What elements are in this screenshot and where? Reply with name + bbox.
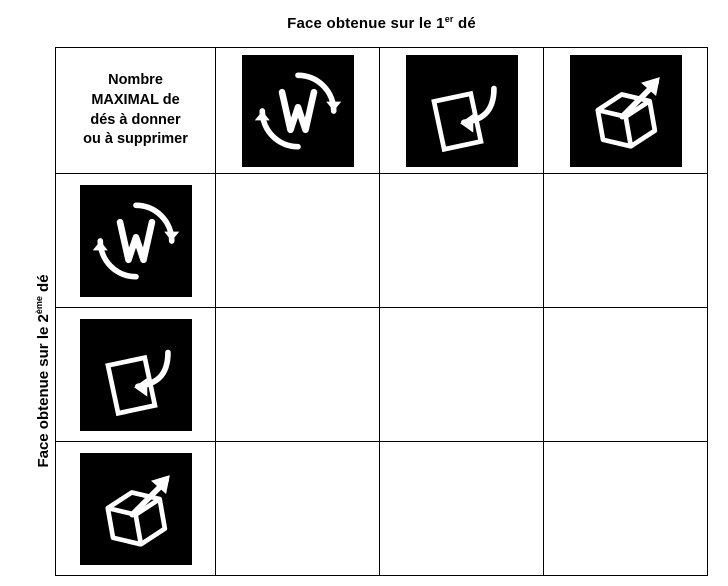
legend-line-1: Nombre — [108, 72, 163, 89]
icon-wrap — [56, 319, 215, 431]
legend-cell — [56, 48, 216, 174]
table-header-row — [56, 48, 708, 174]
row-header-w-rotate — [56, 174, 216, 308]
column-header-w-rotate — [216, 48, 380, 174]
top-axis-title-prefix: Face obtenue sur le 1 — [287, 15, 445, 32]
table-cell[interactable] — [216, 308, 380, 442]
icon-wrap — [56, 453, 215, 565]
icon-wrap — [56, 185, 215, 297]
table-cell[interactable] — [380, 308, 544, 442]
column-header-cube-arrow-out — [544, 48, 708, 174]
dice-combination-table — [55, 47, 708, 576]
legend-line-2: MAXIMAL de — [91, 91, 180, 108]
table-row — [56, 174, 708, 308]
top-axis-title-superscript: er — [444, 14, 454, 24]
table-cell[interactable] — [380, 174, 544, 308]
row-header-arrow-into-card — [56, 308, 216, 442]
column-header-arrow-into-card — [380, 48, 544, 174]
left-axis-title-superscript: ème — [34, 296, 44, 315]
left-axis-title-suffix: dé — [35, 274, 52, 297]
icon-wrap — [380, 55, 543, 167]
table-cell[interactable] — [544, 308, 708, 442]
table-cell[interactable] — [216, 442, 380, 576]
table-row — [56, 308, 708, 442]
icon-wrap — [216, 55, 379, 167]
left-axis-title-prefix: Face obtenue sur le 2 — [35, 314, 52, 468]
cube-arrow-out-icon — [80, 453, 192, 565]
table-cell[interactable] — [380, 442, 544, 576]
w-rotation-icon — [242, 55, 354, 167]
top-axis-title-suffix: dé — [453, 15, 476, 32]
row-header-cube-arrow-out — [56, 442, 216, 576]
cube-arrow-out-icon — [570, 55, 682, 167]
icon-wrap — [544, 55, 707, 167]
table-cell[interactable] — [544, 442, 708, 576]
arrow-into-card-icon — [406, 55, 518, 167]
table-cell[interactable] — [216, 174, 380, 308]
legend-line-3: dés à donner — [90, 111, 181, 128]
left-axis-title — [34, 211, 52, 531]
arrow-into-card-icon — [80, 319, 192, 431]
table-cell[interactable] — [544, 174, 708, 308]
legend-line-4: ou à supprimer — [83, 131, 188, 148]
top-axis-title — [55, 14, 708, 32]
table-row — [56, 442, 708, 576]
w-rotation-icon — [80, 185, 192, 297]
